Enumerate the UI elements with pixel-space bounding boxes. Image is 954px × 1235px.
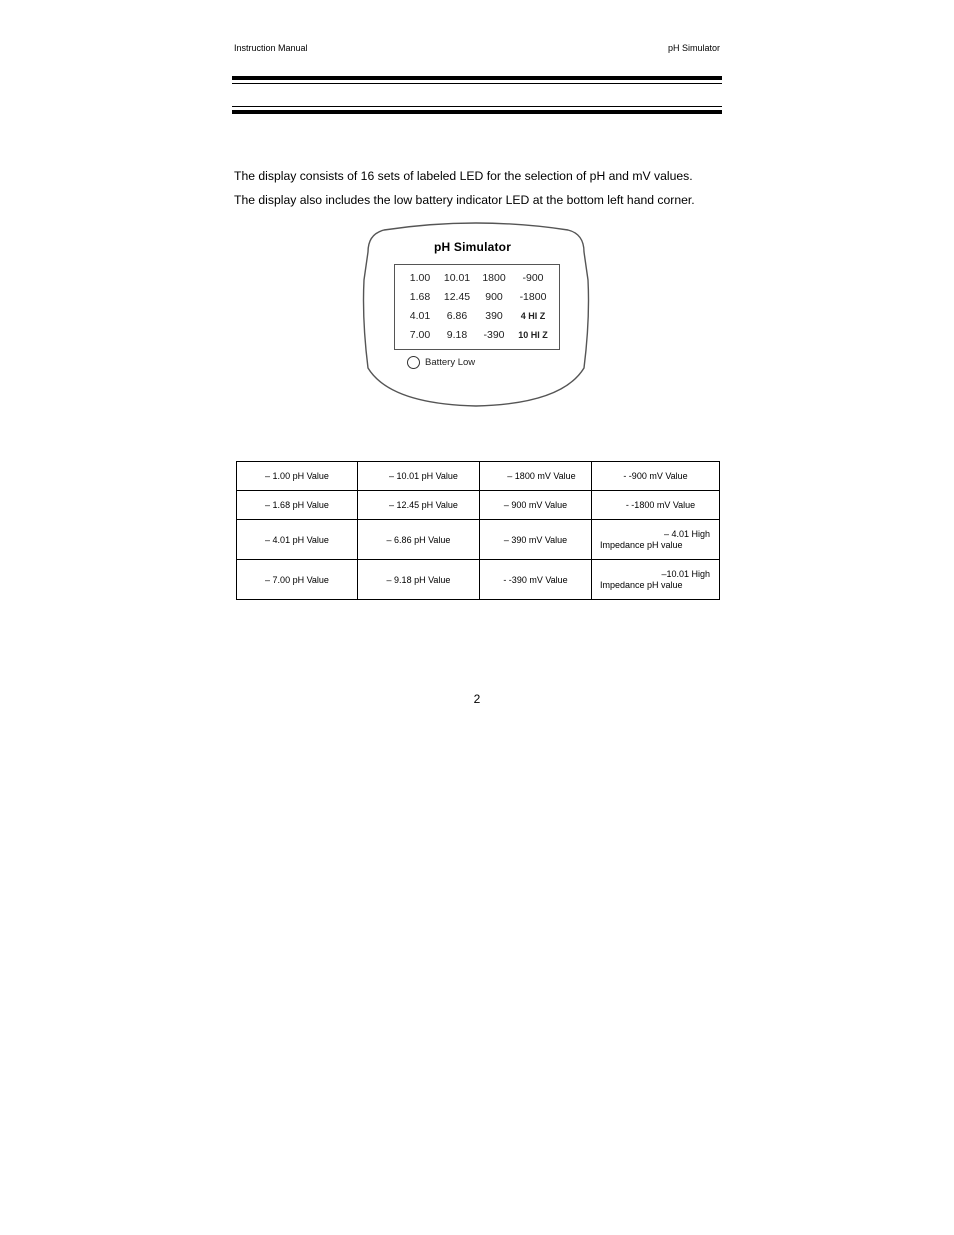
table-cell: – 10.01 pH Value [358,462,480,491]
table-cell-high-impedance [592,560,720,600]
device-lcd-panel [394,264,560,350]
table-cell: - -900 mV Value [592,462,720,491]
table-cell: – 1800 mV Value [480,462,592,491]
battery-low-label: Battery Low [425,357,476,368]
paragraph-display-leds: The display consists of 16 sets of labeled LED for the selection of pH and mV values. [234,169,693,183]
hiz-second-line: Impedance pH value [600,539,683,550]
table-cell: – 7.00 pH Value [237,560,358,600]
table-cell: – 12.45 pH Value [358,491,480,520]
header-manual-title: Instruction Manual [234,43,308,53]
hiz-first-line: –10.01 High [661,568,710,579]
lcd-value: 4.01 [409,310,431,322]
table-cell: – 9.18 pH Value [358,560,480,600]
lcd-value: -390 [483,329,505,341]
lcd-value: 10.01 [443,272,471,284]
lcd-value: 1.68 [409,291,431,303]
bottom-thin-rule [232,106,722,107]
table-cell: – 1.68 pH Value [237,491,358,520]
table-cell: – 390 mV Value [480,520,592,560]
top-thin-rule [232,83,722,84]
lcd-value: -900 [522,272,544,284]
table-row [237,520,720,560]
lcd-value-hiz: 10 HI Z [518,330,548,340]
table-cell-high-impedance [592,520,720,560]
table-cell: - -390 mV Value [480,560,592,600]
table-row [237,560,720,600]
lcd-value: 12.45 [443,291,471,303]
lcd-value: 1800 [482,272,506,284]
lcd-value: 9.18 [446,329,468,341]
battery-low-led-icon [407,356,420,369]
page-number: 2 [473,692,481,706]
table-row [237,462,720,491]
top-thick-rule [232,76,722,80]
ph-simulator-device-illustration [362,220,590,410]
table-cell: – 900 mV Value [480,491,592,520]
hiz-second-line: Impedance pH value [600,579,683,590]
led-value-table [236,461,720,600]
hiz-first-line: – 4.01 High [663,528,710,539]
table-cell: – 4.01 pH Value [237,520,358,560]
paragraph-battery-indicator: The display also includes the low battery indicator LED at the bottom left hand corner. [234,193,695,207]
lcd-value: 900 [485,291,503,303]
bottom-thick-rule [232,110,722,114]
table-cell: – 1.00 pH Value [237,462,358,491]
lcd-value: 390 [485,310,503,322]
lcd-value-hiz: 4 HI Z [520,311,546,321]
lcd-value: -1800 [519,291,547,303]
lcd-value: 1.00 [409,272,431,284]
lcd-value: 6.86 [446,310,468,322]
table-row [237,491,720,520]
table-cell: – 6.86 pH Value [358,520,480,560]
lcd-value: 7.00 [409,329,431,341]
table-cell: - -1800 mV Value [592,491,720,520]
header-product-title: pH Simulator [667,43,720,53]
device-title: pH Simulator [434,240,512,254]
